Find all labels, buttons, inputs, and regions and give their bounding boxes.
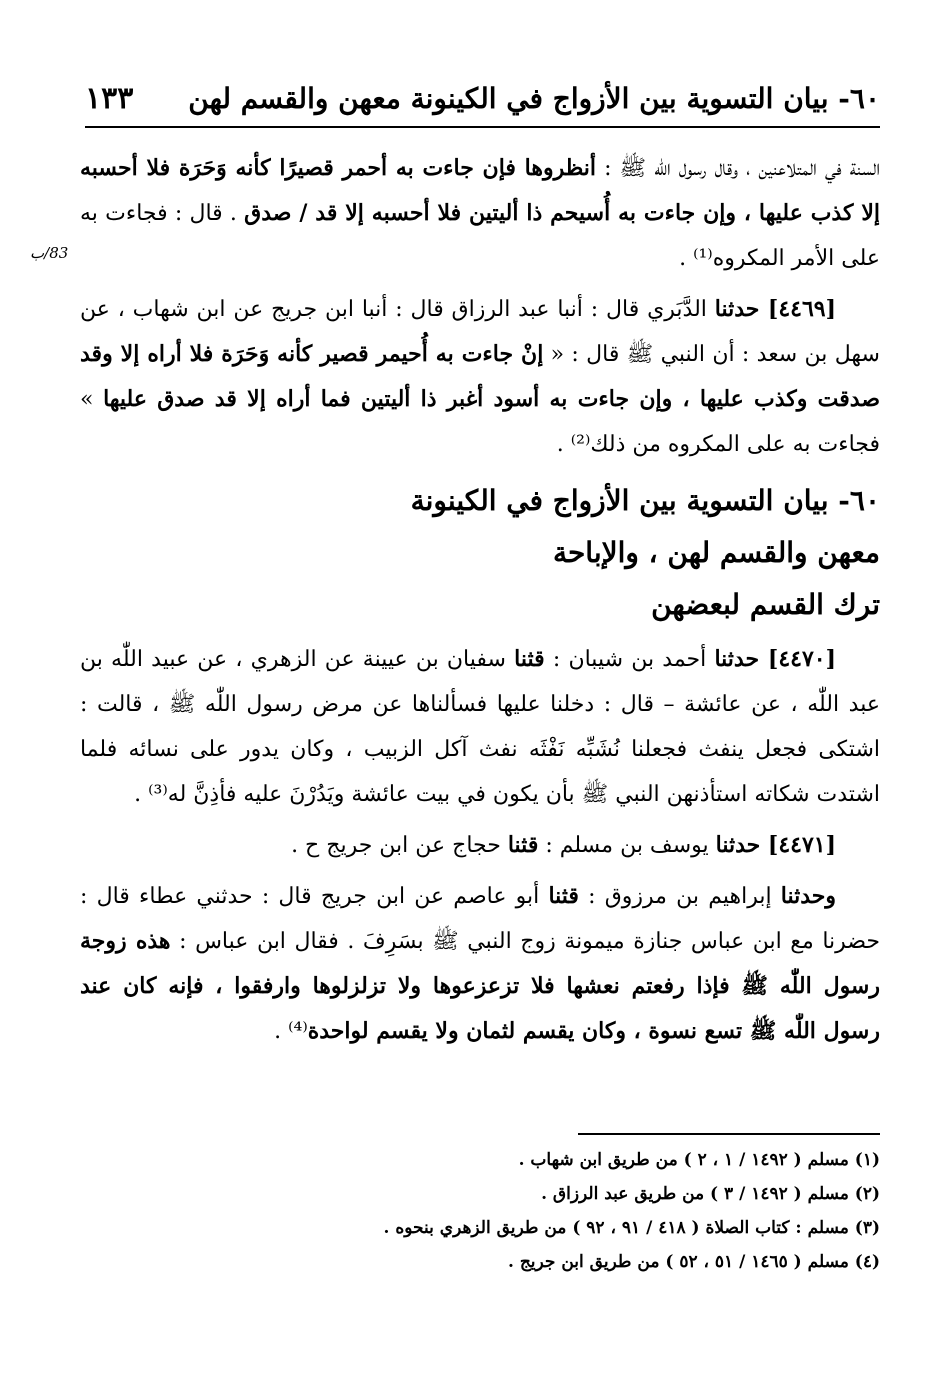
hadith-number: [٤٤٦٩] حدثنا xyxy=(714,296,836,322)
chapter-heading-line: ٦٠- بيان التسوية بين الأزواج في الكينونة xyxy=(410,484,880,517)
hadith-4470 xyxy=(80,637,880,817)
transmission-term: قثنا xyxy=(507,832,539,858)
isnad-text: يوسف بن مسلم : xyxy=(538,833,716,858)
running-header xyxy=(85,70,880,126)
isnad-text: إبراهيم بن مرزوق : xyxy=(578,884,781,909)
page-number: ١٣٣ xyxy=(85,80,134,116)
text-run: . قال : فجاءت به على الأمر المكروه⁽¹⁾ . xyxy=(80,201,880,271)
paragraph-continuation xyxy=(80,146,880,281)
footnote: (٣) مسلم : كتاب الصلاة ( ٤١٨ / ٩١ ، ٩٢ ) من طريق الزهري بنحوه . xyxy=(383,1218,880,1238)
hadith-text: سفيان بن عيينة عن الزهري ، عن عبيد اللّٰه بن عبد اللّٰه ، عن عائشة – قال : دخلنا عليها فسألناها عن مرض رسول اللّٰه ﷺ ، قالت : اشتكى فجعل ينفث فجعلنا نُشَبِّه نَفْثَه نفث آكل الزبيب ، وكان يدور على نسائه فلما اشتدت شكاته استأذنهن النبي ﷺ بأن يكون في بيت عائشة ويَدُرْنَ عليه فأذِنَّ له⁽³⁾ . xyxy=(80,647,880,807)
chapter-heading xyxy=(80,475,880,631)
hadith-quote: أنظروها فإن جاءت به أحمر قصيرًا كأنه وَحَرَة فلا أحسبه إلا كذب عليها ، وإن جاءت به أُسيحم ذا أليتين فلا أحسبه إلا قد / صدق xyxy=(80,155,880,226)
transmission-term: قثنا xyxy=(514,646,545,672)
chapter-running-title: ٦٠- بيان التسوية بين الأزواج في الكينونة معهن والقسم لهن xyxy=(188,81,880,115)
text-run: ⁽⁴⁾ . xyxy=(274,1019,308,1044)
footnote: (٢) مسلم ( ١٤٩٢ / ٣ ) من طريق عبد الرزاق . xyxy=(541,1184,880,1204)
header-rule xyxy=(85,126,880,128)
hadith-number: [٤٤٧٠] حدثنا xyxy=(714,646,837,672)
footnote-rule xyxy=(578,1133,880,1135)
chapter-heading-line: ترك القسم لبعضهن xyxy=(651,588,880,621)
transmission-term: وحدثنا xyxy=(780,883,837,909)
text-run: » فجاءت به على المكروه من ذلك⁽²⁾ . xyxy=(80,387,880,457)
isnad-text: أحمد بن شيبان : xyxy=(544,647,715,672)
isnad-text: حجاج عن ابن جريج ح . xyxy=(291,833,508,858)
hadith-4471-second-chain xyxy=(80,874,880,1054)
transmission-term: قثنا xyxy=(548,883,579,909)
hadith-4471 xyxy=(80,823,880,868)
chapter-heading-line: معهن والقسم لهن ، والإباحة xyxy=(552,536,880,569)
footnote: (٤) مسلم ( ١٤٦٥ / ٥١ ، ٥٢ ) من طريق ابن جريج . xyxy=(507,1252,880,1272)
hadith-number: [٤٤٧١] حدثنا xyxy=(715,832,836,858)
hadith-quote: إنْ جاءت به أُحيمر قصير كأنه وَحَرَة فلا أراه إلا وقد صدقت وكذب عليها ، وإن جاءت به أسود أغبر ذا أليتين فما أراه إلا قد صدق عليها xyxy=(80,341,881,412)
hadith-quote: هذه زوجة رسول اللّٰه ﷺ فإذا رفعتم نعشها فلا تزعزعوها ولا تزلزلوها وارفقوا ، فإنه كان عند رسول اللّٰه ﷺ تسع نسوة ، وكان يقسم لثمان ولا يقسم لواحدة xyxy=(80,928,880,1044)
folio-margin-note: 83/ب xyxy=(30,244,69,262)
main-text xyxy=(80,146,880,1054)
footnote: (١) مسلم ( ١٤٩٢ / ١ ، ٢ ) من طريق ابن شهاب . xyxy=(518,1150,880,1170)
hadith-text: أبو عاصم عن ابن جريج قال : حدثني عطاء قال : حضرنا مع ابن عباس جنازة ميمونة زوج النبي ﷺ بسَرِفَ . فقال ابن عباس : xyxy=(80,884,880,954)
footnotes xyxy=(80,1143,880,1279)
hadith-4469 xyxy=(80,287,880,467)
isnad-text: الدَّبَري قال : أنبا عبد الرزاق قال : أنبا ابن جريج عن ابن شهاب ، عن سهل بن سعد : أن النبي ﷺ قال : « xyxy=(80,297,880,367)
text-run: السنة في المتلاعنين ، وقال رسول اللّٰه ﷺ : xyxy=(596,156,880,181)
